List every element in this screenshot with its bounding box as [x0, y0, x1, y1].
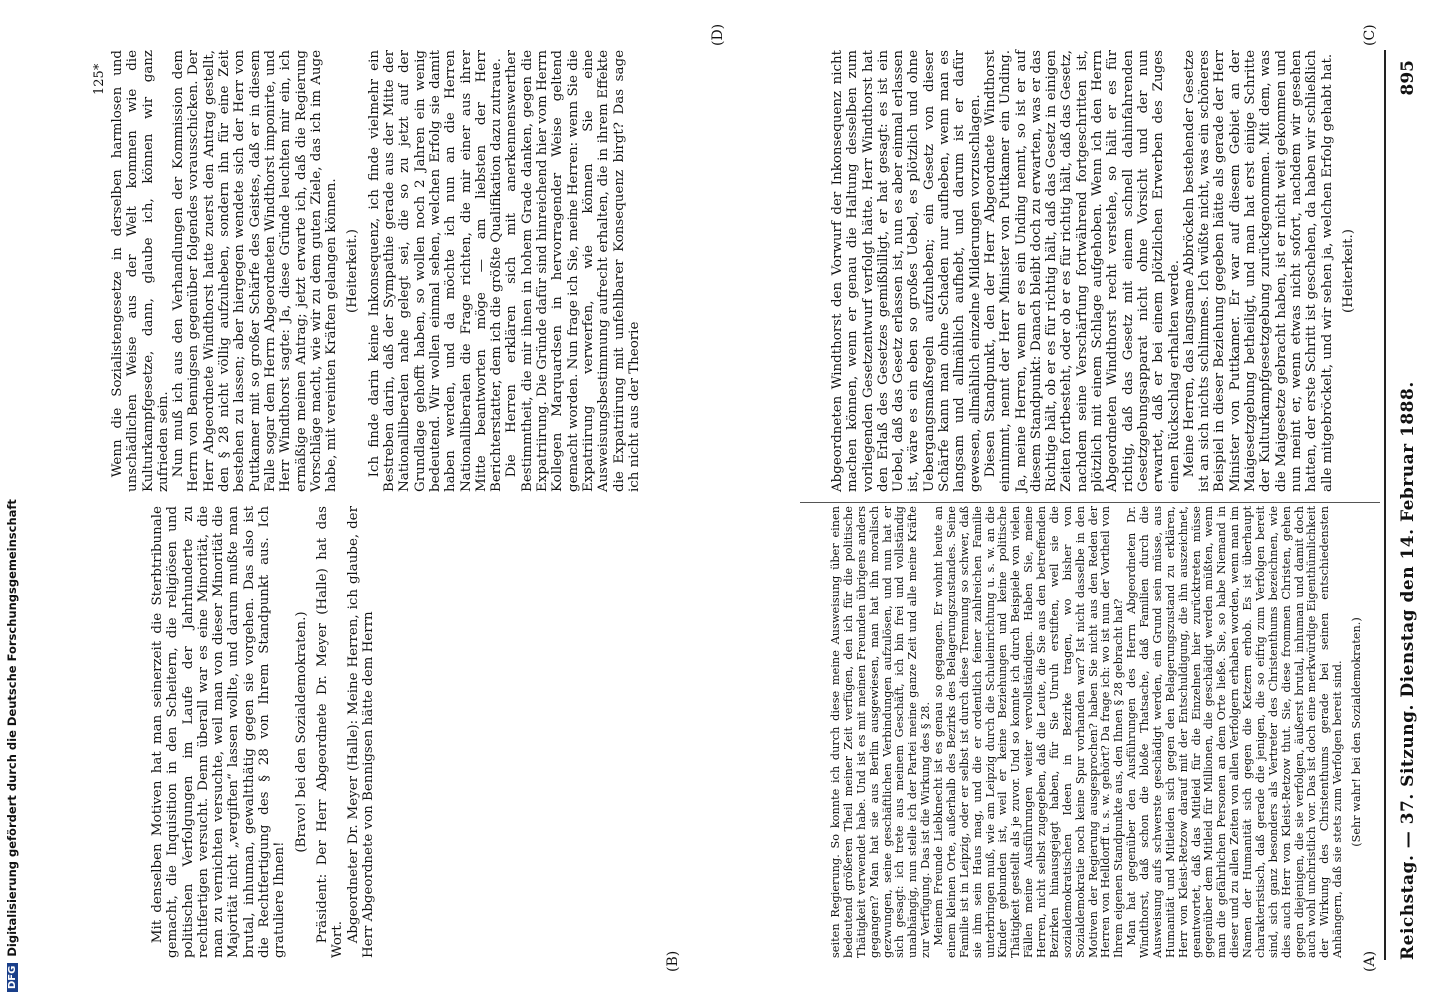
paragraph: Meine Herren, das langsame Abbröckeln bestehender Gesetze ist an sich nichts schlimmes. Ich wüßte nicht, was ein schöneres Beispiel in dieser Beziehung gegeben hätte als gerade der Herr Minister von Puttkamer. Er war auf diesem Gebiet an der Maigesetzgebung betheiligt, und man hat erst einige Schritte der Kulturkampfgesetzgebung zurückgenommen. Mit dem, was die Maigesetze gebracht haben, ist er nicht weit gekommen und nun meint er, wenn etwas nicht sofort, nachdem wir gesehen hatten, der erste Schritt ist geschehen, da haben wir schließlich alle mitgebröckelt, und wir sehen ja, welchen Erfolg gehabt hat.: [1181, 50, 1335, 492]
paragraph: Wenn die Sozialistengesetze in derselben harmlosen und unschädlichen Weise aus der Welt kommen wie die Kulturkampfgesetze, dann, glaube ich, können wir ganz zufrieden sein.: [110, 50, 171, 492]
paragraph: Nun muß ich aus den Verhandlungen der Kommission dem Herrn von Bennigsen gegenüber folgendes vorausschicken. Der Herr Abgeordnete Windthorst hatte zuerst den Antrag gestellt, den § 28 nicht völlig aufzuheben, sondern ihn für eine Zeit bestehen zu lassen; aber hiergegen wendete sich der Herr von Puttkamer mit so großer Schärfe des Geistes, daß er in diesem Falle sogar dem Herrn Abgeordneten Windthorst imponirte, und Herr Windthorst sagte: Ja, diese Gründe leuchten mir ein, ich ermäßige meinen Antrag; jetzt erwarte ich, daß die Regierung Vorschläge macht, wie wir zu dem guten Ziele, das ich im Auge habe, mit vereinten Kräften gelangen können.: [171, 50, 340, 492]
margin-letter-b: (B): [665, 950, 681, 972]
header-rule: [1384, 50, 1386, 960]
interjection: (Sehr wahr! bei den Sozialdemokraten.): [1350, 617, 1363, 847]
interjection: (Heiterkeit.): [345, 229, 361, 313]
interjection: (Bravo! bei den Sozialdemokraten.): [293, 611, 309, 853]
page-title: Reichstag. — 37. Sitzung. Dienstag den 14. Februar 1888.: [1398, 381, 1418, 960]
paragraph: Abgeordneten Windthorst den Vorwurf der Inkonsequenz nicht machen können, wenn er genau die Haltung desselben zum vorliegenden Gesetzentwurf verfolgt hätte. Herr Windthorst hat den Erlaß des Gesetzes gemißbilligt, er hat gesagt: es ist ein Uebel, daß das Gesetz erlassen ist, nun es aber einmal erlassen ist, wäre es ein eben so großes Uebel, es plötzlich und ohne Uebergangsmaßregeln aufzuheben; ein Gesetz von dieser Schärfe kann man ohne Schaden nur aufheben, wenn man es langsam und allmählich aufhebt, und darum ist er dafür gewesen, allmählich einzelne Milderungen vorzuschlagen.: [830, 50, 983, 492]
dfg-logo: DFG: [7, 963, 18, 992]
credit-line: [0, 0, 24, 1000]
paragraph: Ich finde darin keine Inkonsequenz, ich finde vielmehr ein Bestreben darin, daß der Sympathie gerade aus der Mitte der Nationalliberalen nahe gelegt sei, die so zu jetzt auf der Grundlage gehofft haben, so wollen noch 2 Jahren ein wenig bedeutend. Wir wollen einmal sehen, welchen Erfolg sie damit haben werden, und da möchte ich nun an die Herren Nationalliberalen die Frage richten, die mir einer aus ihrer Mitte beantworten möge — am liebsten der Herr Berichterstatter, dem ich die größte Qualifikation dazu zutraue.: [366, 50, 505, 492]
credit-text: Digitalisierung gefördert durch die Deutsche Forschungsgemeinschaft: [5, 499, 19, 957]
paragraph: Man hat gegenüber den Ausführungen des Herrn Abgeordneten Dr. Windthorst, daß schon die bloße Thatsache, daß Familien durch die Ausweisung aufs schwerste geschädigt werden, ein Grund sein müsse, aus Humanität und Mitleiden sich gegen den Belagerungszustand zu erklären, Herr von Kleist-Retzow darauf mit der Entschuldigung, die ihn auszeichnet, geantwortet, daß das Mitleid für die Einzelnen hier zurücktreten müsse gegenüber dem Mitleid für Millionen, die geschädigt werden müßten, wenn man die gefährlichen Personen an dem Orte ließe. Sie, so habe Niemand in dieser und zu allen Zeiten von allen Verfolgern erhaben worden, wenn man im Namen der Humanität sich gegen die Ketzern erhob. Es ist überhaupt charakteristisch, daß gerade die jenigen, die so eifrig zum Verfolgen bereit sind, sich ganz besonders als Vertreter des Christenthums bezeichnen, wie dies auch Herr von Kleist-Retzow thut. Sie, diese frommen Christen, gehen gegen diejenigen, die sie verfolgen, äußerst brutal, inhuman und damit doch auch wohl unchristlich vor. Das ist doch eine merkwürdige Eigenthümlichkeit der Wirkung des Christenthums gerade bei seinen entschiedensten Anhängern, daß sie stets zum Verfolgen bereit sind.: [1125, 506, 1345, 958]
president-line: Präsident: Der Herr Abgeordnete Dr. Meyer (Halle) hat das Wort.: [314, 506, 346, 958]
right-column-bottom: [110, 50, 642, 492]
margin-letter-a: (A): [1362, 950, 1378, 972]
speaker-line: Abgeordneter Dr. Meyer (Halle): Meine Herren, ich glaube, der Herr Abgeordnete von Bennigsen hätte dem Herrn: [345, 506, 376, 958]
paragraph: Die Herren erklären sich mit anerkennenswerther Bestimmtheit, die mir ihnen in hohem Grade danken, gegen die Expatriirung. Die Gründe dafür sind hinreichend hier vom Herrn Kollegen Marquardsen in hervorragender Weise geltend gemacht worden. Nun frage ich Sie, meine Herren: wenn Sie die Expatriirung verwerfen, wie können Sie eine Ausweisungsbestimmung aufrecht erhalten, die in ihrem Effekte die Expatriirung mit unfehlbarer Konsequenz birgt? Das sage ich nicht aus der Theorie: [504, 50, 642, 492]
right-column-top: [830, 50, 1362, 492]
footer-mark: 125*: [92, 63, 107, 95]
paragraph: Mit denselben Motiven hat man seinerzeit die Sterbtribunale gemacht, die Inquisition in den Scheitern, die religiösen und politischen Verfolgungen im Laufe der Jahrhunderte zu rechtfertigen versucht. Denn überall war es eine Minorität, die man zu vernichten versuchte, weil man von dieser Minorität die Majorität nicht „vergiften“ lassen wollte, und darum mußte man brutal, inhuman, gewaltthätig gegen sie vorgehen. Das also ist die Rechtfertigung des § 28 von Ihrem Standpunkt aus. Ich gratuliere Ihnen!: [150, 506, 288, 958]
interjection: (Heiterkeit.): [1340, 229, 1356, 313]
left-column-bottom: [150, 506, 376, 958]
paragraph: Diesen Standpunkt, den der Herr Abgeordnete Windthorst einnimmt, nennt der Herr Minister von Puttkamer ein Unding. Ja, meine Herren, wenn er es ein Unding nennt, so ist er auf diesem Standpunkt: Danach bleibt doch zu erwarten, was er das Richtige hält, ob er es für richtig hält, daß das Gesetz in einigen Zeiten fortbesteht, oder ob er es für richtig hält, daß das Gesetz, nachdem seine Verschärfung fortwährend fortgeschritten ist, plötzlich mit einem Schlage aufgehoben. Wenn ich den Herrn Abgeordneten Windthorst recht verstehe, so hält er es für richtig, daß das Gesetz mit einem schnell dahinfahrenden Gesetzgebungsapparat nicht ohne Vorsicht und der nun erwartet, daß er bei einem plötzlichen Erwerben des Zuges einen Rückschlag erhalten werde.: [982, 50, 1182, 492]
paragraph: Meinem Freunde Liebknecht ist es genau so gegangen. Er wohnt heute an einem kleinen Orte, außerhalb des Bezirks des Belagerungszustandes. Seine Familie ist in Leipzig, oder er selbst ist durch diese Trennung so schwer, daß sie ihm sein Haus mag, und die er ordentlich feiner zahlreichen Familie unterbringen muß, wie am Leipzig durch die Schuleinrichtung u. s. w. an die Kinder gebunden ist, weil er keine Beziehungen und keine politische Thätigkeit gestellt als je zuvor. Und so konnte ich durch Beispiele von vielen Fällen meine Ausführungen weiter vervollständigen. Haben Sie, meine Herren, nicht selbst zugegeben, daß die Leute, die Sie aus den betreffenden Bezirken hinausgejagt haben, für Sie Unruh erstiften, weil sie die sozialdemokratischen Ideen in Bezirke tragen, wo bisher von Sozialdemokratie noch keine Spur vorhanden war? Ist nicht dasselbe in den Motiven der Regierung ausgesprochen? haben Sie nicht aus den Reden der Herren von Helldorff u. s. w. gehört? Da frage ich: wo ist nun der Vortheil von Ihrem eigenen Standpunkte aus, den Ihnen § 28 gebracht hat?: [932, 506, 1126, 958]
margin-letter-c: (C): [1362, 24, 1378, 46]
column-divider: [800, 502, 1380, 503]
page-header: [1395, 60, 1421, 960]
left-column-top: [830, 506, 1370, 958]
paragraph: seiten Regierung. So konnte ich durch diese meine Ausweisung über einen bedeutend größeren Theil meiner Zeit verfügen, den ich für die politische Thätigkeit verwendet habe. Und ist es mit meinen Freunden übrigens anders gegangen? Man hat sie aus Berlin ausgewiesen, man hat ihn moralisch gezwungen, seine geschäftlichen Verbindungen aufzulösen, und nun hat er sich gesagt: ich trete aus meinem Geschäft, ich bin frei und vollständig unabhängig, nun stelle ich der Partei meine ganze Zeit und alle meine Kräfte zur Verfügung. Das ist die Wirkung des § 28.: [829, 506, 933, 958]
page-number: 895: [1398, 60, 1418, 96]
margin-letter-d: (D): [710, 23, 726, 46]
